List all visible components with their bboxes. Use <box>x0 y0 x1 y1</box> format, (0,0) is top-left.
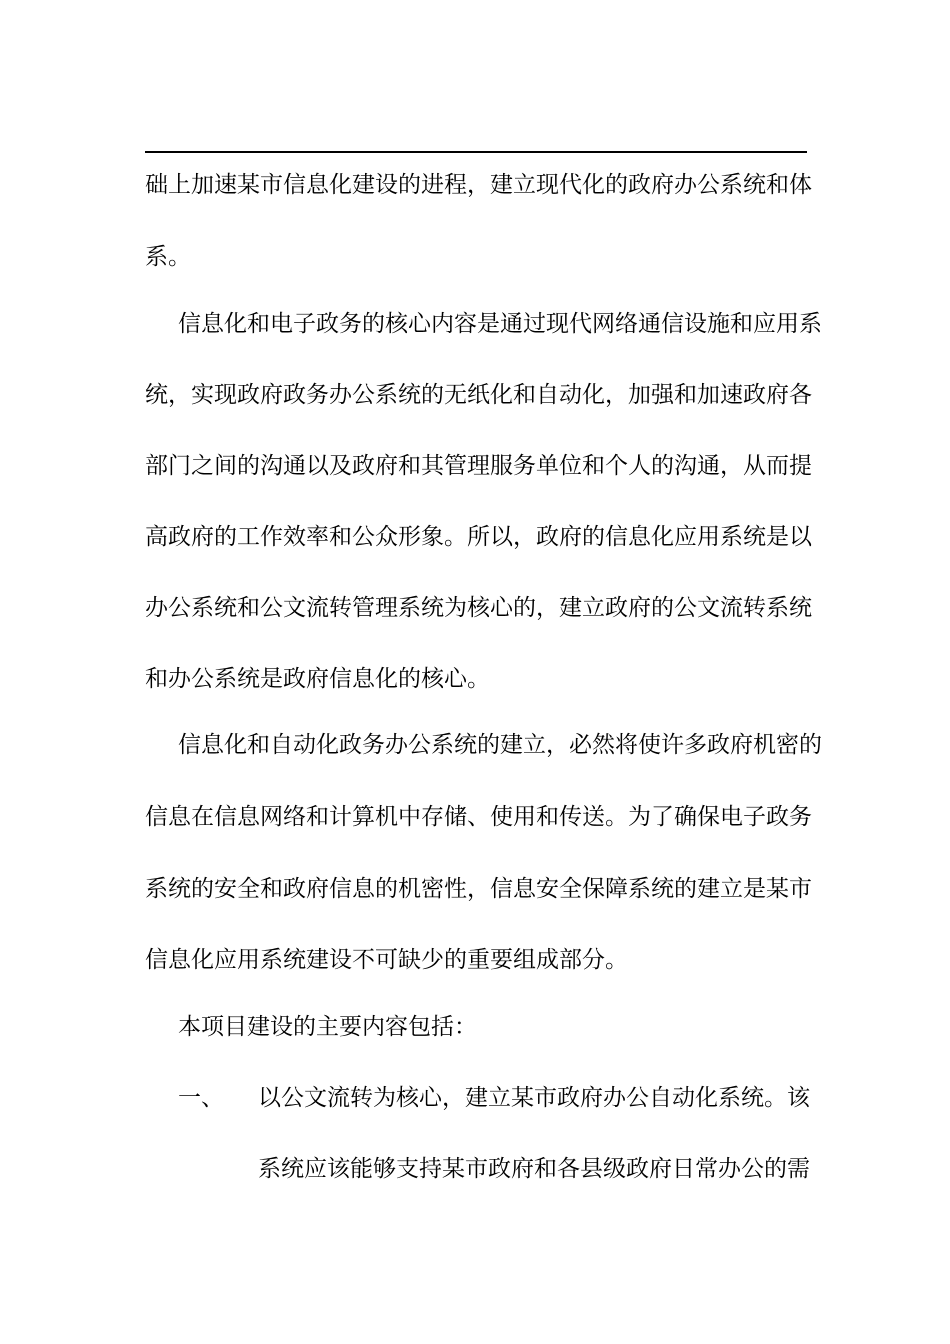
list-item-text: 以公文流转为核心，建立某市政府办公自动化系统。该 <box>258 1085 810 1111</box>
text-line: 系。 <box>145 244 191 270</box>
text-line: 信息化应用系统建设不可缺少的重要组成部分。 <box>145 947 628 973</box>
list-item-marker: 一、 <box>178 1085 224 1111</box>
text-line: 统，实现政府政务办公系统的无纸化和自动化，加强和加速政府各 <box>145 382 812 408</box>
text-line: 础上加速某市信息化建设的进程，建立现代化的政府办公系统和体 <box>145 172 812 198</box>
text-line: 高政府的工作效率和公众形象。所以，政府的信息化应用系统是以 <box>145 524 812 550</box>
list-item-continuation: 系统应该能够支持某市政府和各县级政府日常办公的需 <box>258 1156 810 1182</box>
text-line: 办公系统和公文流转管理系统为核心的，建立政府的公文流转系统 <box>145 595 812 621</box>
text-line: 和办公系统是政府信息化的核心。 <box>145 666 490 692</box>
text-line: 信息在信息网络和计算机中存储、使用和传送。为了确保电子政务 <box>145 804 812 830</box>
paragraph-first-line: 本项目建设的主要内容包括： <box>178 1014 477 1040</box>
text-line: 部门之间的沟通以及政府和其管理服务单位和个人的沟通，从而提 <box>145 453 812 479</box>
header-rule <box>145 151 807 153</box>
text-line: 系统的安全和政府信息的机密性，信息安全保障系统的建立是某市 <box>145 876 812 902</box>
paragraph-first-line: 信息化和自动化政务办公系统的建立，必然将使许多政府机密的 <box>178 732 822 758</box>
paragraph-first-line: 信息化和电子政务的核心内容是通过现代网络通信设施和应用系 <box>178 311 822 337</box>
